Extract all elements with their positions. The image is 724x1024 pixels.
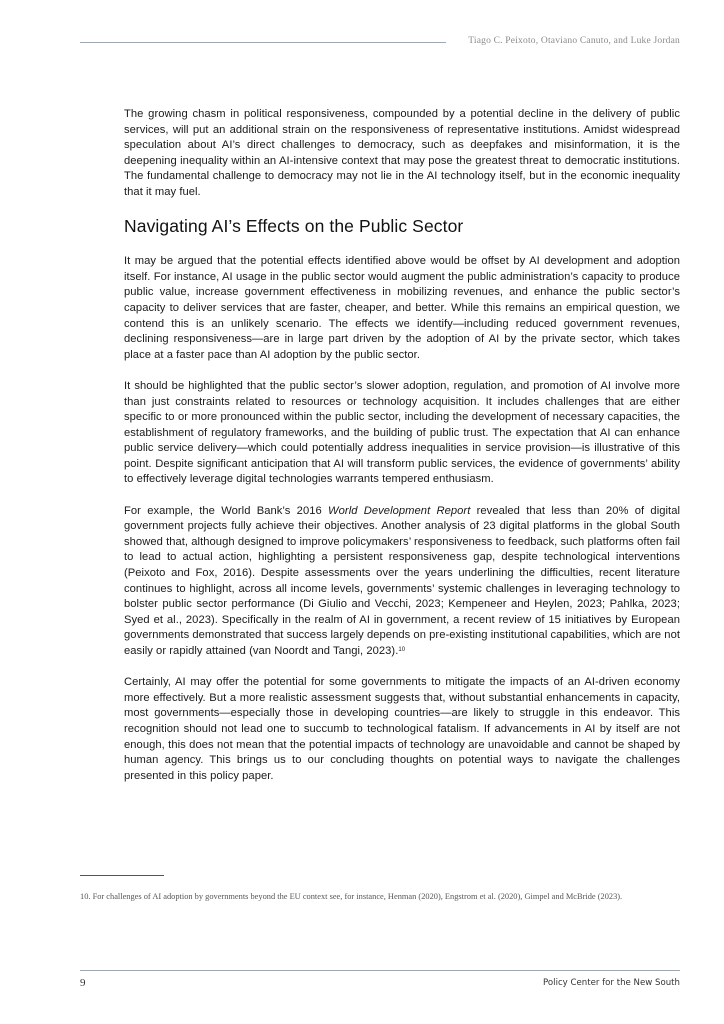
- footnote-rule: [80, 875, 164, 876]
- paragraph-political-responsiveness: The growing chasm in political responsiveness, compounded by a potential decline in the delivery of public services, will put an additional strain on the responsiveness of representative institutions. Amidst widespread speculation about AI’s direct challenges to democracy, such as deepfakes and misinformation, it is the deepening inequality within an AI-intensive context that may pose the greatest threat to democratic institutions. The fundamental challenge to democracy may not lie in the AI technology itself, but in the economic inequality that it may fuel.: [124, 108, 680, 198]
- header-rule: [80, 42, 446, 43]
- paragraph-slower-adoption: It should be highlighted that the public sector’s slower adoption, regulation, and promotion of AI involve more than just constraints related to resources or technology acquisition. It includes challenges that are either specific to or more pronounced within the public sector, including the development of necessary capacities, the establishment of regulatory frameworks, and the building of public trust. The expectation that AI can enhance public service delivery—which could potentially address inequalities in service provision—is illustrative of this point. Despite significant anticipation that AI will transform public services, the evidence of governments’ ability to effectively leverage digital technologies warrants tempered enthusiasm.: [124, 379, 680, 486]
- report-title: World Development Report: [328, 504, 471, 517]
- para4-text-end: revealed that less than 20% of digital government projects fully achieve their objectives. Another analysis of 23 digital platforms in the global South showed that, although designed to improve policymakers’ responsiveness to feedback, such platforms often fail to lead to actual action, highlighting a persistent responsiveness gap, despite technological interventions (Peixoto and Fox, 2016). Despite assessments over the years underlining the difficulties, recent literature continues to highlight, across all income levels, governments’ systemic challenges in leveraging technology to bolster public sector performance (Di Giulio and Vecchi, 2023; Kempeneer and Heylen, 2023; Pahlka, 2023; Syed et al., 2023). Specifically in the realm of AI in government, a recent review of 15 initiatives by European governments demonstrated that success largely depends on pre-existing institutional capabilities, which are not easily or rapidly attained (van Noordt and Tangi, 2023).: [124, 504, 681, 657]
- footer-rule: [80, 970, 680, 971]
- paragraph-offset-argument: It may be argued that the potential effects identified above would be offset by AI development and adoption itself. For instance, AI usage in the public sector would augment the public administration’s capacity to produce public value, increase government effectiveness in mobilizing revenues, and enhance the public sector’s capacity to deliver services that are faster, cheaper, and better. While this remains an empirical question, we contend this is an unlikely scenario. The effects we identify—including reduced government revenues, declining responsiveness—are in large part driven by the adoption of AI by the private sector, which takes place at a faster pace than AI adoption by the public sector.: [124, 255, 680, 361]
- paragraph-world-bank-example: [124, 504, 680, 660]
- main-content: [124, 107, 680, 800]
- footer-organization: Policy Center for the New South: [543, 978, 680, 988]
- header-authors: Tiago C. Peixoto, Otaviano Canuto, and Luke Jordan: [468, 36, 680, 46]
- paragraph-conclusion-lead-in: Certainly, AI may offer the potential for some governments to mitigate the impacts of an AI-driven economy more effectively. But a more realistic assessment suggests that, without substantial enhancements in capacity, most governments—especially those in developing countries—are likely to struggle in this endeavor. This recognition should not lead one to succumb to technological fatalism. If advancements in AI by itself are not enough, this does not mean that the potential impacts of technology are unavoidable and cannot be shaped by human agency. This brings us to our concluding thoughts on potential ways to navigate the challenges presented in this policy paper.: [124, 676, 680, 782]
- footnote-reference[interactable]: 10: [398, 647, 406, 653]
- footnote: 10. For challenges of AI adoption by governments beyond the EU context see, for instance, Henman (2020), Engstrom et al. (2020), Gimpel and McBride (2023).: [80, 892, 623, 901]
- page-number: 9: [80, 977, 86, 989]
- section-heading: Navigating AI’s Effects on the Public Sector: [124, 216, 464, 237]
- para4-text-start: For example, the World Bank’s 2016: [124, 504, 329, 517]
